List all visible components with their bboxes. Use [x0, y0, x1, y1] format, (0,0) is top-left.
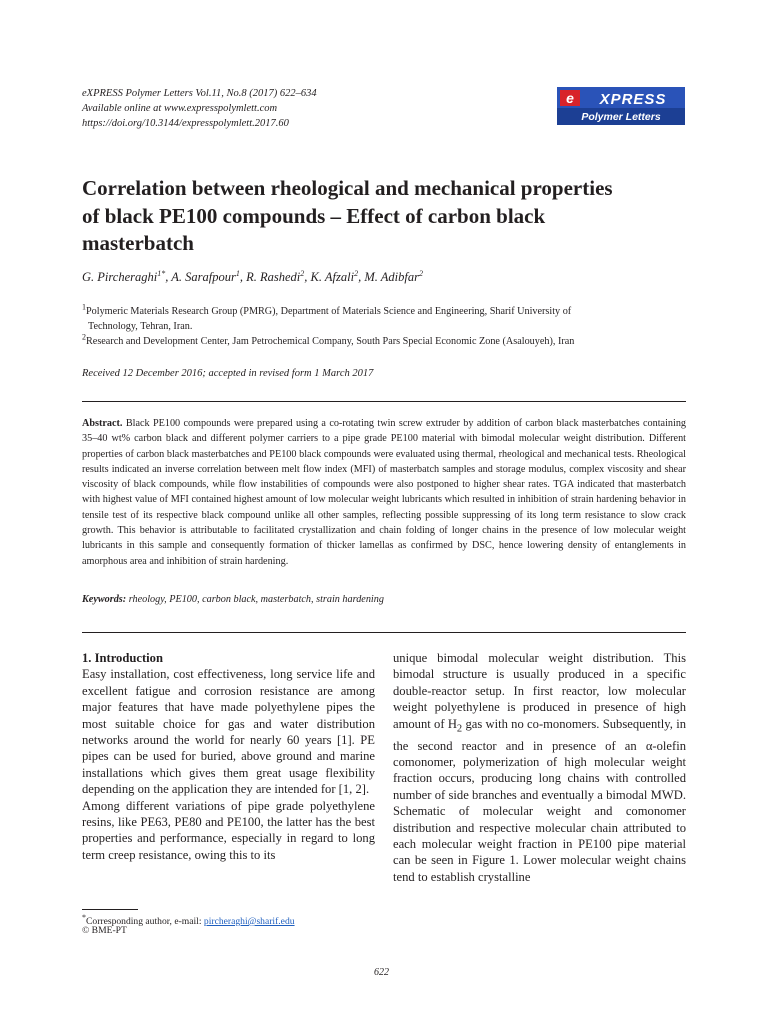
- right-column: [393, 650, 686, 885]
- keywords: [82, 594, 384, 605]
- available-online[interactable]: Available online at www.expresspolymlett.com: [82, 103, 278, 114]
- author-5: M. Adibfar: [364, 270, 419, 284]
- author-2: A. Sarafpour: [171, 270, 236, 284]
- svg-text:e: e: [566, 90, 574, 106]
- abstract-text: Black PE100 compounds were prepared using a co-rotating twin screw extruder by addition of carbon black masterbatches containing 35–40 wt% carbon black and different polymer carriers to a pipe grade PE100 material with bimodal molecular weight distribution. Different properties of carbon black masterbatches and PE100 black compounds were evaluated using thermal, rheological and mechanical tests. Rheological results indicated an inverse correlation between melt flow index (MFI) of masterbatch samples and storage modulus, complex viscosity and shear viscosity of black compounds, while flow instabilities of compounds were also postponed to higher shear rates. TGA indicated that masterbatch with highest value of MFI contained highest amount of low molecular weight lubricants which resulted in inhibition of strain hardening behavior in tensile test of its respective black compound unlike all other samples, reflecting possible suppressing of its long term resistance to slow crack growth. This behavior is attributable to facilitated crystallization and chain folding of longer chains in the presence of low molecular weight lubricants in this sample and consequently formation of thicker lamellas as confirmed by DSC, hence lowering density of entanglements in amorphous area and inhibition of strain hardening.: [82, 418, 687, 567]
- left-column: [82, 650, 375, 863]
- page-number: 622: [374, 967, 389, 978]
- section-heading: 1. Introduction: [82, 651, 163, 665]
- express-logo-icon: [557, 87, 685, 125]
- aff2-line1: Research and Development Center, Jam Petrochemical Company, South Pars Special Economic Zone (Asalouyeh), Iran: [86, 336, 575, 347]
- doi-link[interactable]: https://doi.org/10.3144/expresspolymlett.2017.60: [82, 118, 289, 129]
- abstract: [82, 416, 686, 569]
- author-4: K. Afzali: [310, 270, 355, 284]
- abstract-label: Abstract.: [82, 418, 123, 429]
- keywords-label: Keywords:: [82, 594, 127, 605]
- title-line-2: of black PE100 compounds – Effect of carbon black: [82, 203, 546, 228]
- rule-bottom: [82, 632, 686, 633]
- author-4-sup: 2: [354, 268, 359, 278]
- svg-text:Polymer Letters: Polymer Letters: [581, 111, 661, 123]
- author-3-sup: 2: [300, 268, 305, 278]
- journal-logo: [557, 87, 685, 125]
- right-paragraph-1: [393, 650, 686, 885]
- author-1: G. Pircheraghi: [82, 270, 158, 284]
- author-5-sup: 2: [418, 268, 423, 278]
- svg-text:XPRESS: XPRESS: [599, 91, 667, 108]
- aff2-sup: 2: [82, 332, 86, 342]
- title-line-3: masterbatch: [82, 231, 194, 255]
- title-line-1: Correlation between rheological and mechanical properties: [82, 176, 613, 200]
- footnote-star: *: [82, 913, 86, 922]
- corresponding-label: Corresponding author, e-mail:: [86, 916, 204, 928]
- journal-citation: eXPRESS Polymer Letters Vol.11, No.8 (2017) 622–634: [82, 88, 317, 99]
- author-3: R. Rashedi: [246, 270, 301, 284]
- author-list: G. Pircheraghi$^{1*}$, A. Sarafpour$^1$, R. Rashedi$^2$, K. Afzali$^2$, M. Adibfar$^2$: [82, 268, 423, 284]
- affiliation-1: [82, 304, 692, 334]
- left-paragraph-2: Among different variations of pipe grade polyethylene resins, like PE63, PE80 and PE100, the latter has the best properties and performance, especially in regard to long term creep resistance, owing this to its: [82, 798, 375, 862]
- author-1-sup: 1*: [157, 268, 166, 278]
- affiliation-2: [82, 334, 692, 349]
- received-dates: Received 12 December 2016; accepted in revised form 1 March 2017: [82, 368, 374, 379]
- footnote-rule: [82, 909, 138, 910]
- keywords-text: rheology, PE100, carbon black, masterbatch, strain hardening: [128, 594, 384, 605]
- right-p1-part-b: gas with no co-monomers. Subsequently, in the second reactor and in presence of an α-olefin comonomer, polymerization of high molecular weight fraction occurs, producing long chains with controlled number of side branches and eventually a bimodal MWD. Schematic of molecular weight and comonomer distribution and respective molecular chain attributed to each molecular weight fraction in PE100 pipe material can be seen in Figure 1. Lower molecular weight chains tend to establish crystalline: [393, 716, 686, 884]
- aff1-sup: 1: [82, 302, 86, 312]
- author-2-sup: 1: [235, 268, 240, 278]
- copyright: © BME-PT: [82, 925, 127, 936]
- aff1-line1: Polymeric Materials Research Group (PMRG), Department of Materials Science and Engineering, Sharif University of: [86, 306, 572, 317]
- email-link[interactable]: pircheraghi@sharif.edu: [203, 916, 295, 928]
- left-paragraph-1: Easy installation, cost effectiveness, long service life and excellent fatigue and corrosion resistance are among major features that have made polyethylene pipes the most suitable choice for gas and water distribution networks around the world for nearly 60 years [1]. PE pipes can be used for buried, above ground and marine installations which gives them great usage flexibility depending on the application they are intended for [1, 2].: [82, 667, 375, 797]
- right-p1-part-a: unique bimodal molecular weight distribution. This bimodal structure is usually produced in a specific double-reactor setup. In first reactor, low molecular weight polyethylene is produced in presence of high amount of H: [393, 651, 686, 731]
- rule-top: [82, 401, 686, 402]
- aff1-line2: Technology, Tehran, Iran.: [88, 321, 193, 332]
- paper-title: [82, 175, 702, 258]
- h2-subscript: 2: [456, 723, 463, 735]
